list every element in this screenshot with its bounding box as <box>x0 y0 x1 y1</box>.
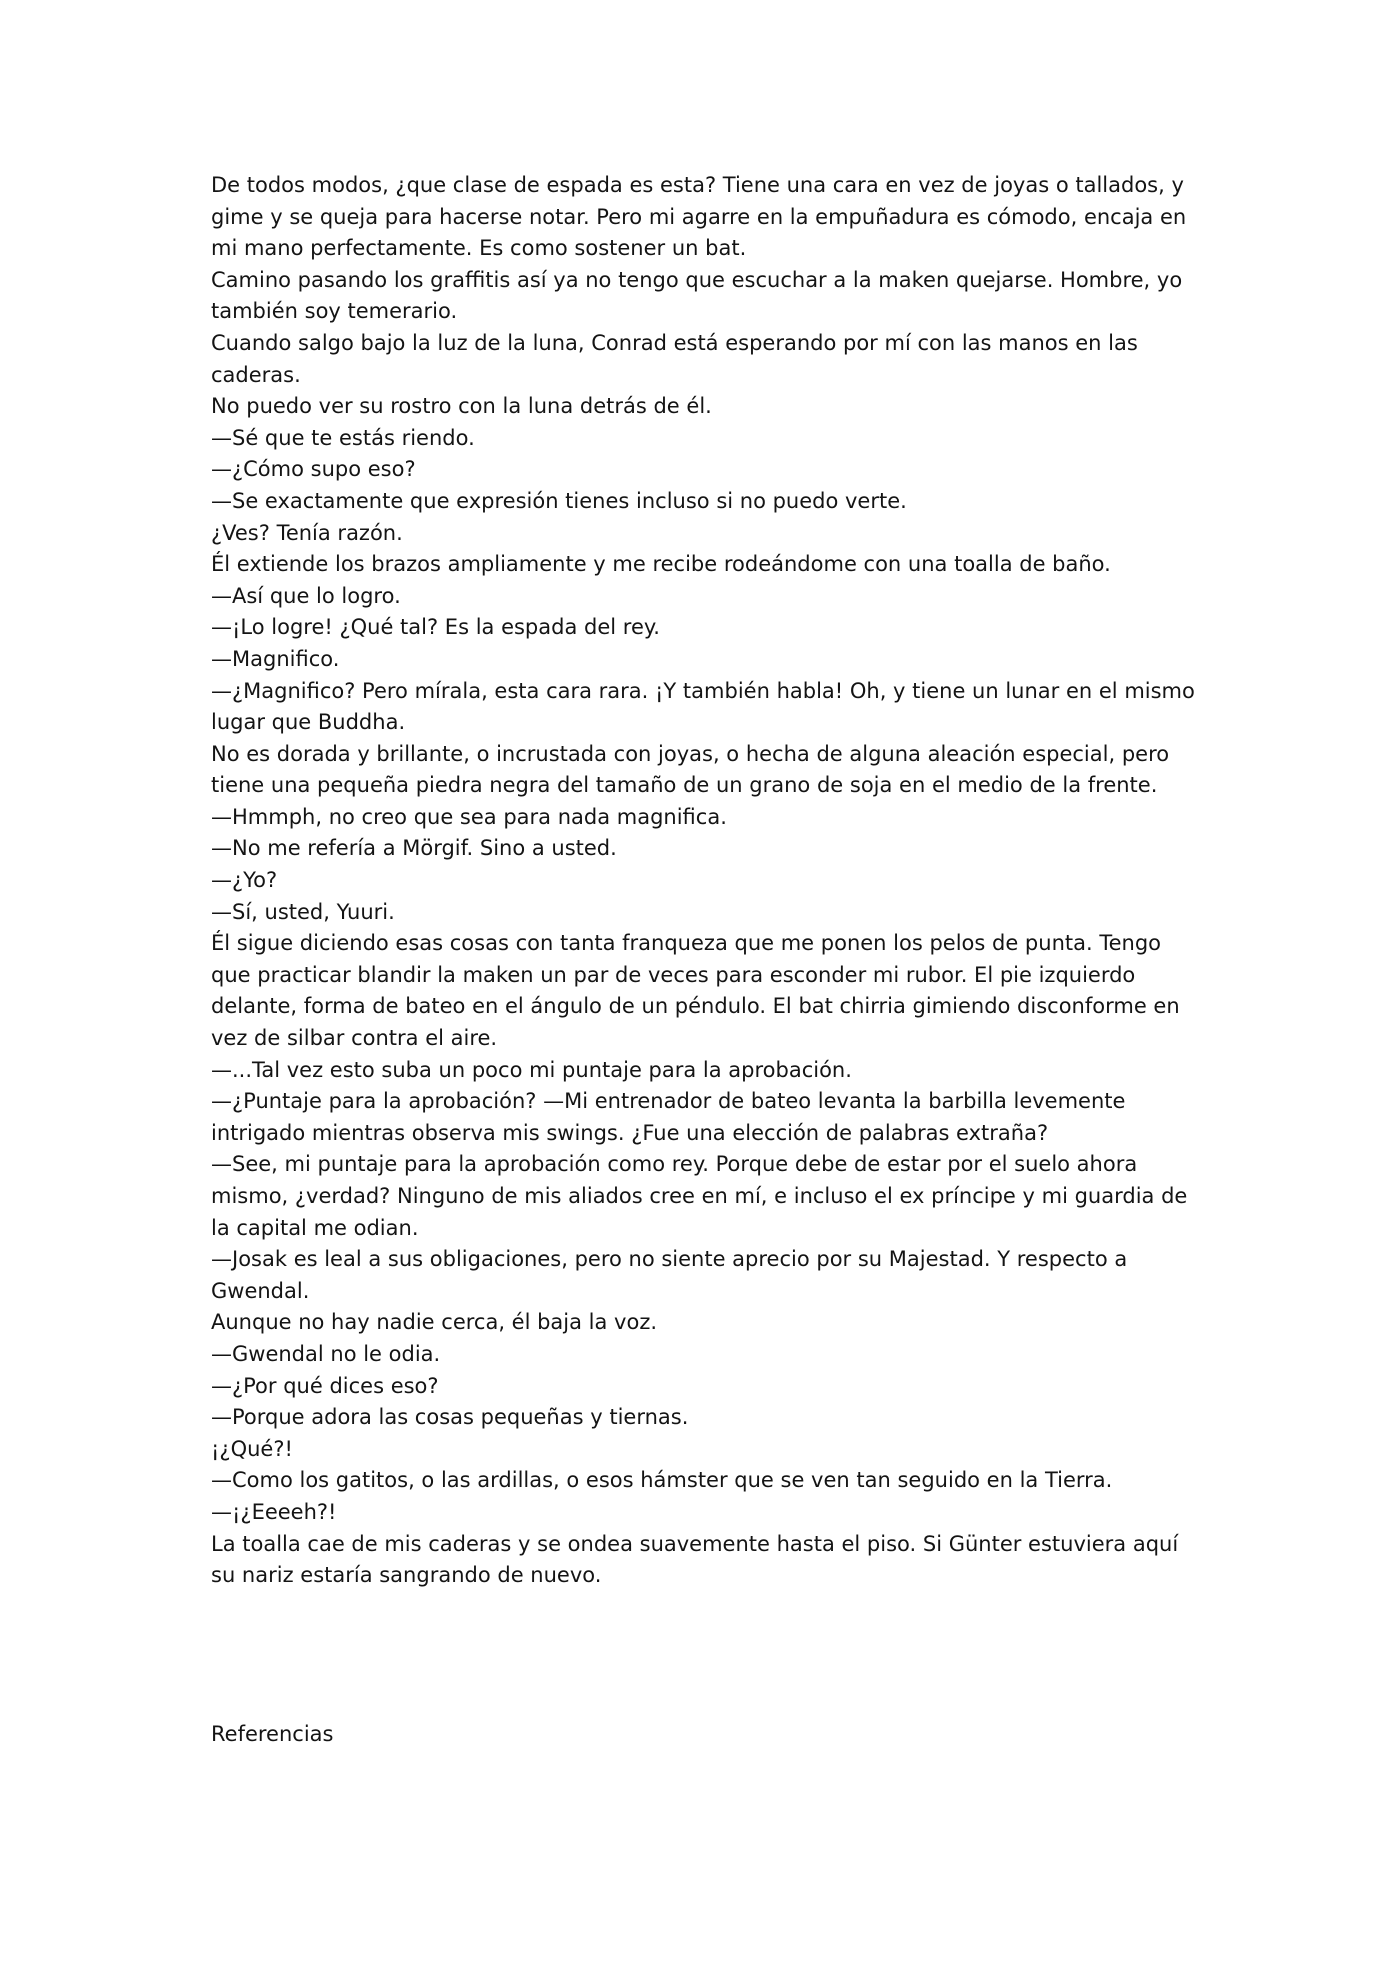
dialogue-line: —Magnifico. <box>211 646 340 671</box>
dialogue-line: —No me refería a Mörgif. Sino a usted. <box>211 836 617 861</box>
document-body <box>211 170 1196 1592</box>
paragraph: No puedo ver su rostro con la luna detrás de él. <box>211 394 712 419</box>
paragraph: La toalla cae de mis caderas y se ondea suavemente hasta el piso. Si Günter estuviera aquí su nariz estaría sangrando de nuevo. <box>211 1531 1179 1588</box>
dialogue-line: —Sé que te estás riendo. <box>211 425 475 450</box>
dialogue-line: —Porque adora las cosas pequeñas y tiernas. <box>211 1405 689 1430</box>
paragraph: Cuando salgo bajo la luz de la luna, Conrad está esperando por mí con las manos en las caderas. <box>211 330 1138 387</box>
dialogue-line: —¿Magnifico? Pero mírala, esta cara rara. ¡Y también habla! Oh, y tiene un lunar en el mismo lugar que Buddha. <box>211 678 1195 735</box>
paragraph: Camino pasando los graffitis así ya no tengo que escuchar a la maken quejarse. Hombre, yo también soy temerario. <box>211 267 1183 324</box>
dialogue-line: —...Tal vez esto suba un poco mi puntaje para la aprobación. <box>211 1057 852 1082</box>
dialogue-line: —¿Puntaje para la aprobación? —Mi entrenador de bateo levanta la barbilla levemente intrigado mientras observa mis swings. ¿Fue una elección de palabras extraña? <box>211 1089 1126 1145</box>
paragraph: De todos modos, ¿que clase de espada es esta? Tiene una cara en vez de joyas o tallados, y gime y se queja para hacerse notar. Pero mi agarre en la empuñadura es cómodo, encaja en mi mano perfectamente. Es como sostener un bat. <box>211 173 1187 261</box>
paragraph: ¡¿Qué?! <box>211 1436 293 1461</box>
dialogue-line: —¿Yo? <box>211 868 278 893</box>
dialogue-line: —Se exactamente que expresión tienes incluso si no puedo verte. <box>211 488 907 513</box>
dialogue-line: —See, mi puntaje para la aprobación como rey. Porque debe de estar por el suelo ahora mismo, ¿verdad? Ninguno de mis aliados cree en mí, e incluso el ex príncipe y mi guardia de la capital me odian. <box>211 1152 1188 1240</box>
paragraph: Él sigue diciendo esas cosas con tanta franqueza que me ponen los pelos de punta. Tengo que practicar blandir la maken un par de veces para esconder mi rubor. El pie izquierdo delante, forma de bateo en el ángulo de un péndulo. El bat chirria gimiendo disconforme en vez de silbar contra el aire. <box>211 931 1180 1051</box>
dialogue-line: —¿Cómo supo eso? <box>211 457 416 482</box>
paragraph: No es dorada y brillante, o incrustada con joyas, o hecha de alguna aleación especial, pero tiene una pequeña piedra negra del tamaño de un grano de soja en el medio de la frente. <box>211 741 1170 798</box>
dialogue-line: —¡Lo logre! ¿Qué tal? Es la espada del rey. <box>211 615 660 640</box>
paragraph: ¿Ves? Tenía razón. <box>211 520 403 545</box>
references-heading: Referencias <box>211 1722 334 1746</box>
dialogue-line: —¿Por qué dices eso? <box>211 1373 439 1398</box>
dialogue-line: —¡¿Eeeeh?! <box>211 1499 337 1524</box>
dialogue-line: —Gwendal no le odia. <box>211 1341 441 1366</box>
dialogue-line: —Hmmph, no creo que sea para nada magnifica. <box>211 804 727 829</box>
paragraph: Aunque no hay nadie cerca, él baja la voz. <box>211 1310 658 1335</box>
dialogue-line: —Así que lo logro. <box>211 583 401 608</box>
paragraph: Él extiende los brazos ampliamente y me recibe rodeándome con una toalla de baño. <box>211 552 1111 577</box>
dialogue-line: —Sí, usted, Yuuri. <box>211 899 395 924</box>
dialogue-line: —Josak es leal a sus obligaciones, pero no siente aprecio por su Majestad. Y respecto a Gwendal. <box>211 1247 1128 1303</box>
dialogue-line: —Como los gatitos, o las ardillas, o esos hámster que se ven tan seguido en la Tierra. <box>211 1468 1113 1493</box>
